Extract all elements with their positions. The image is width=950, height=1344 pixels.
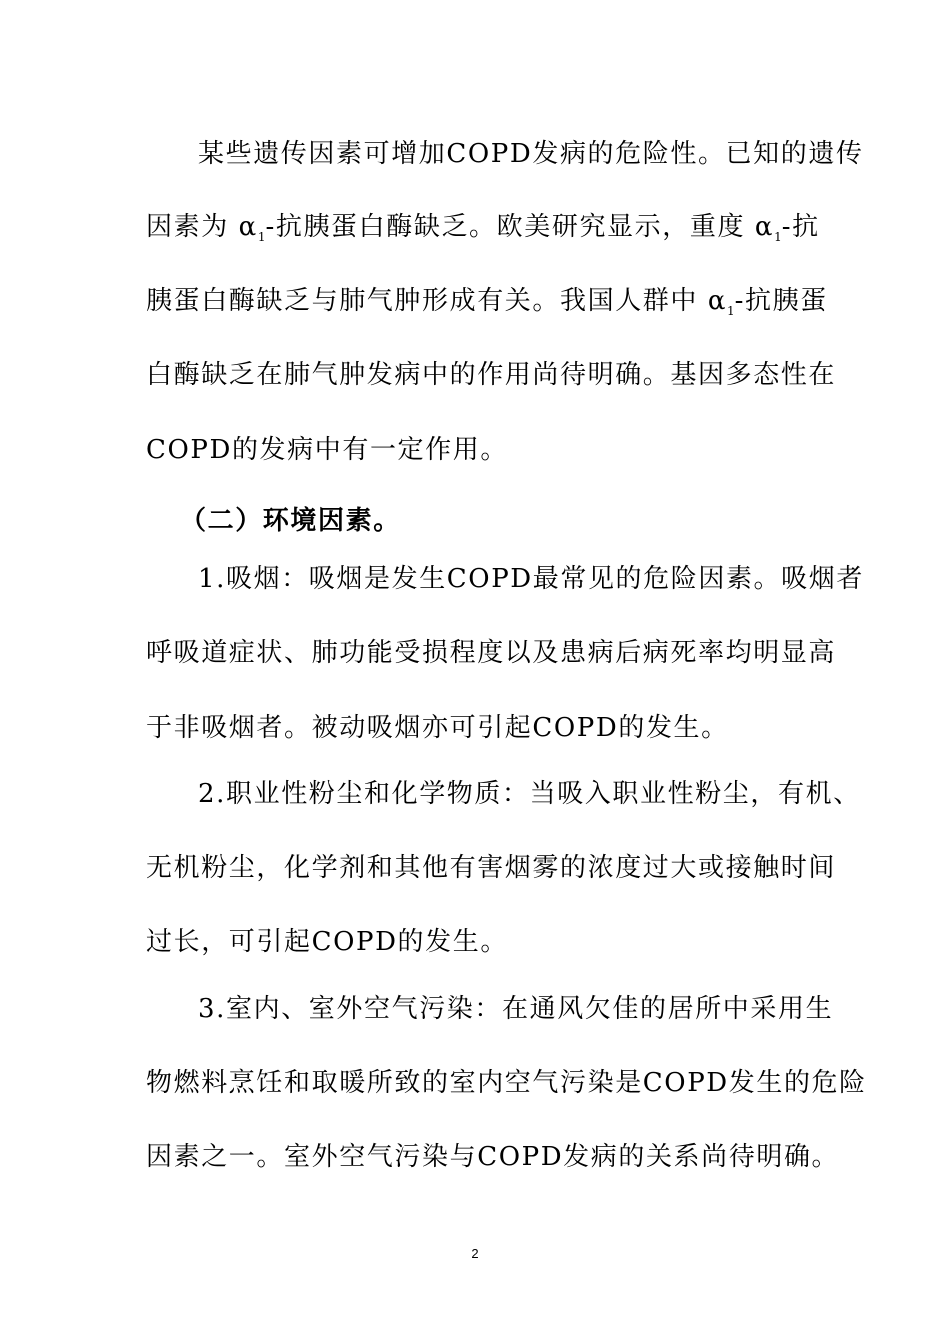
- subscript: 1: [257, 230, 266, 245]
- item-1-line-1: 1.吸烟：吸烟是发生COPD最常见的危险因素。吸烟者: [198, 564, 864, 594]
- paragraph-1-line-4: 白酶缺乏在肺气肿发病中的作用尚待明确。基因多态性在: [146, 360, 837, 390]
- item-3-line-3: 因素之一。室外空气污染与COPD发病的关系尚待明确。: [146, 1142, 840, 1172]
- paragraph-1-line-2: [146, 211, 826, 253]
- paragraph-1-line-5: COPD的发病中有一定作用。: [146, 435, 508, 465]
- text-segment: 因素为 α: [146, 212, 258, 242]
- paragraph-1-line-1: 某些遗传因素可增加COPD发病的危险性。已知的遗传: [198, 139, 864, 169]
- item-2-line-2: 无机粉尘，化学剂和其他有害烟雾的浓度过大或接触时间: [146, 853, 837, 883]
- item-1-line-3: 于非吸烟者。被动吸烟亦可引起COPD的发生。: [146, 713, 729, 743]
- subscript: 1: [774, 230, 782, 245]
- paragraph-1-line-3: [146, 285, 826, 327]
- item-2-line-3: 过长，可引起COPD的发生。: [146, 927, 508, 957]
- page-number: 2: [471, 1246, 479, 1261]
- text-segment: -抗胰蛋白酶缺乏。欧美研究显示，重度 α: [265, 212, 775, 242]
- item-2-line-1: 2.职业性粉尘和化学物质：当吸入职业性粉尘，有机、: [198, 779, 861, 809]
- text-segment: -抗: [781, 212, 820, 242]
- item-1-line-2: 呼吸道症状、肺功能受损程度以及患病后病死率均明显高: [146, 638, 837, 668]
- subscript: 1: [727, 304, 735, 319]
- text-segment: -抗胰蛋: [734, 286, 828, 316]
- text-segment: 胰蛋白酶缺乏与肺气肿形成有关。我国人群中 α: [146, 286, 728, 316]
- item-3-line-2: 物燃料烹饪和取暖所致的室内空气污染是COPD发生的危险: [146, 1068, 867, 1098]
- section-heading: （二）环境因素。: [180, 506, 401, 536]
- item-3-line-1: 3.室内、室外空气污染：在通风欠佳的居所中采用生: [198, 994, 834, 1024]
